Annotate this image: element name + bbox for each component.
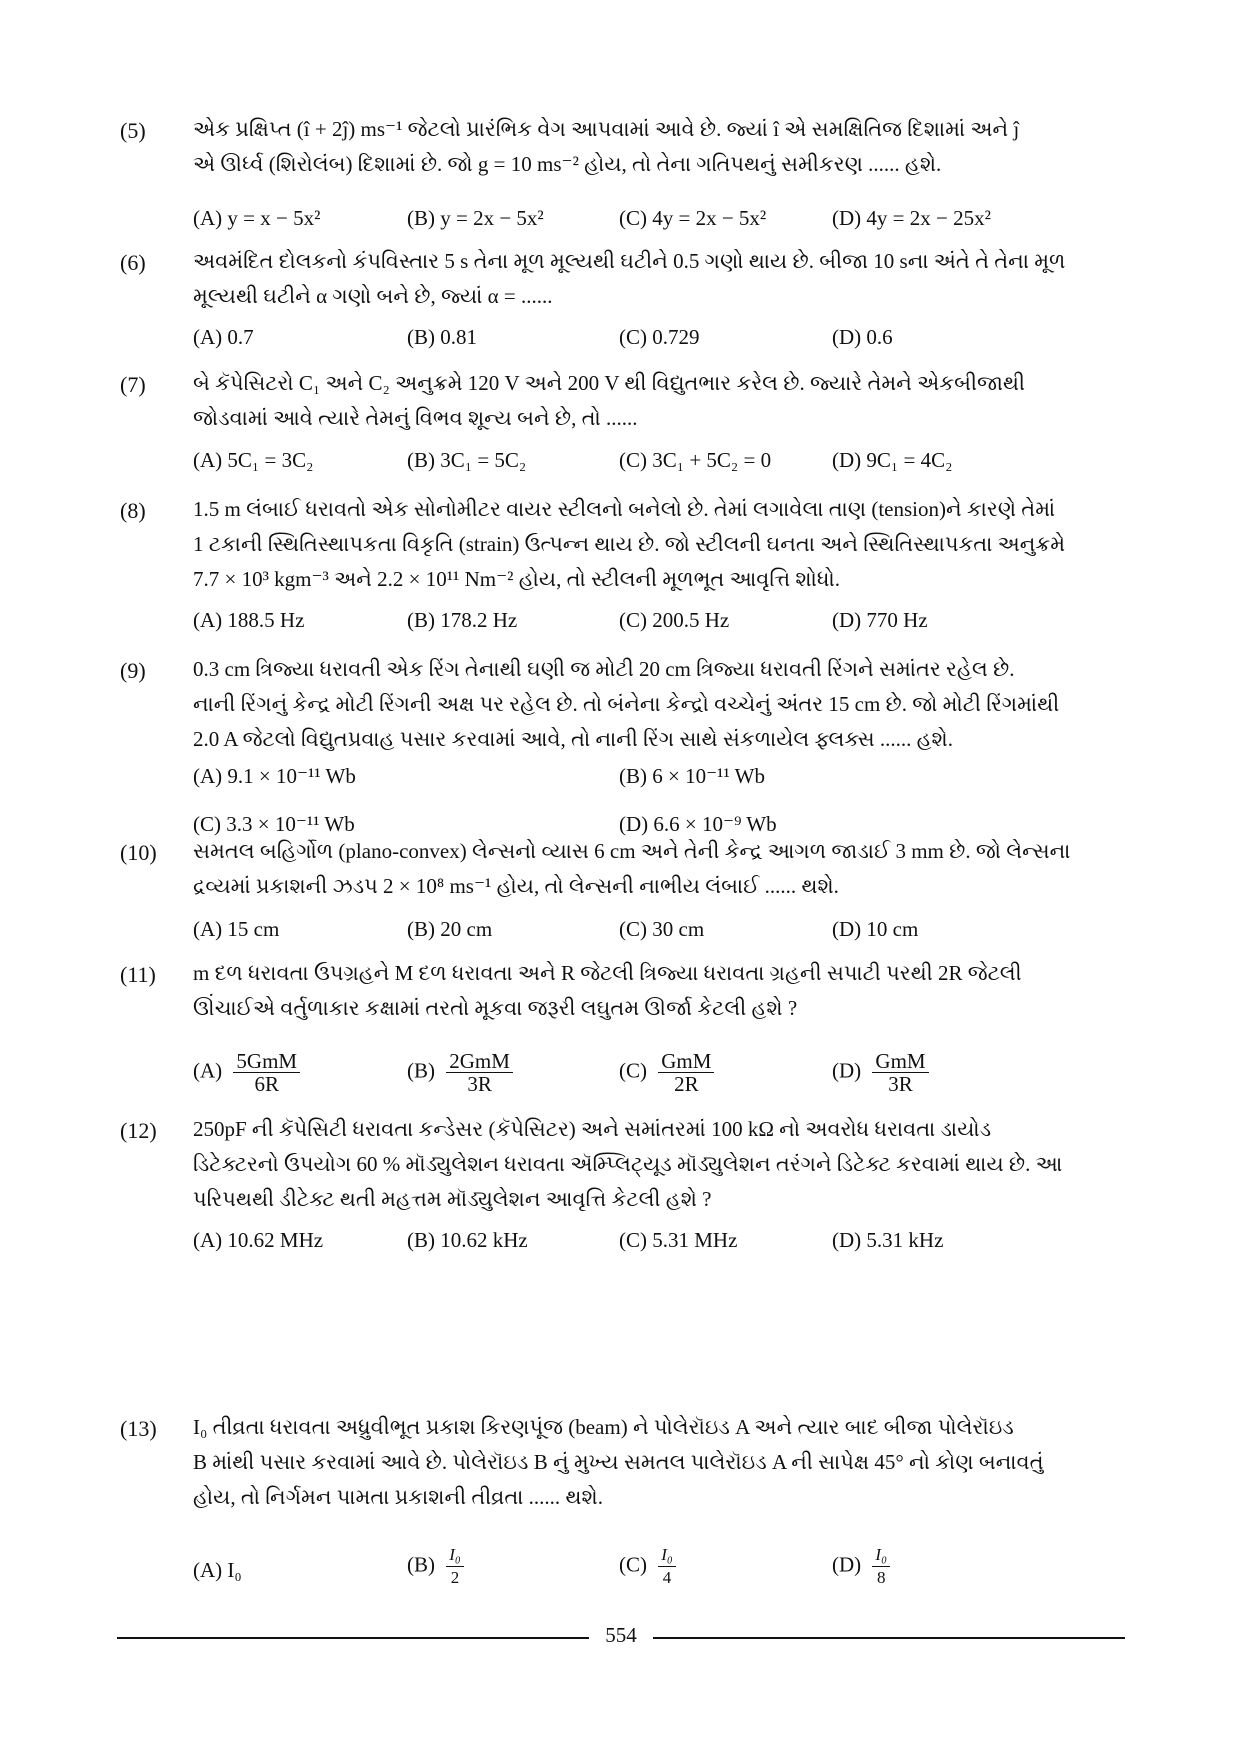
denominator: 6R <box>254 1072 279 1096</box>
option-d[interactable]: (D) 6.6 × 10⁻⁹ Wb <box>619 812 777 836</box>
option-c[interactable]: (C) 200.5 Hz <box>619 608 730 632</box>
option-b[interactable]: (B) 3C₁ = 5C₂ <box>407 448 527 472</box>
question-text <box>193 492 1128 597</box>
question-number: (12) <box>120 1118 157 1143</box>
question-line: સમતલ બહિર્ગોળ (plano-convex) લેન્સનો વ્યાસ 6 cm અને તેની કેન્દ્ર આગળ જાડાઈ 3 mm છે. જો લેન્સના <box>193 839 1071 863</box>
denominator: 3R <box>888 1072 913 1096</box>
question-line: 7.7 × 10³ kgm⁻³ અને 2.2 × 10¹¹ Nm⁻² હોય, તો સ્ટીલની મૂળભૂત આવૃત્તિ શોધો. <box>193 567 840 591</box>
question-line: અવમંદિત દોલકનો કંપવિસ્તાર 5 s તેના મૂળ મૂલ્યથી ઘટીને 0.5 ગણો થાય છે. બીજા 10 sના અંતે તે તેના મૂળ <box>193 249 1066 273</box>
question-line: I₀ તીવ્રતા ધરાવતા અધ્રુવીભૂત પ્રકાશ કિરણપૂંજ (beam) ને પોલેરૉઇડ A અને ત્યાર બાદ બીજા પોલેરૉઇડ <box>193 1415 1014 1439</box>
option-b[interactable]: (B) 20 cm <box>407 917 493 941</box>
question-number: (8) <box>120 498 146 523</box>
question-number: (10) <box>120 840 157 865</box>
question-line: દ્રવ્યમાં પ્રકાશની ઝડપ 2 × 10⁸ ms⁻¹ હોય, તો લેન્સની નાભીય લંબાઈ ...... થશે. <box>193 874 839 898</box>
option-label: (D) <box>832 1552 862 1577</box>
option-d[interactable]: (D) 770 Hz <box>832 608 928 632</box>
question-text <box>193 112 1128 182</box>
question-line: ડિટેક્ટરનો ઉપયોગ 60 % મૉડ્યુલેશન ધરાવતા ઍમ્પ્લિટ્યૂડ મૉડ્યુલેશન તરંગને ડિટેક્ટ કરવામાં થાય છે. આ <box>193 1152 1063 1176</box>
question-number: (7) <box>120 372 146 397</box>
option-a[interactable]: (A) 0.7 <box>193 325 254 349</box>
option-a[interactable]: (A) 9.1 × 10⁻¹¹ Wb <box>193 764 356 788</box>
question-line: એક પ્રક્ષિપ્ત (î + 2ĵ) ms⁻¹ જેટલો પ્રારંભિક વેગ આપવામાં આવે છે. જ્યાં î એ સમક્ષિતિજ દિશામાં અને ĵ <box>193 117 1020 141</box>
question-text <box>193 1410 1128 1515</box>
option-label: (C) <box>619 1058 647 1083</box>
option-label: (B) <box>407 1552 435 1577</box>
question-text <box>193 244 1128 314</box>
question-text <box>193 652 1128 757</box>
numerator: I₀ <box>446 1544 464 1567</box>
option-b[interactable] <box>407 1050 513 1095</box>
question-line: એ ઊર્ધ્વ (શિરોલંબ) દિશામાં છે. જો g = 10 ms⁻² હોય, તો તેના ગતિપથનું સમીકરણ ...... હશે. <box>193 152 942 176</box>
fraction <box>658 1544 676 1589</box>
numerator: I₀ <box>658 1544 676 1567</box>
option-c[interactable]: (C) 4y = 2x − 5x² <box>619 206 767 230</box>
option-c[interactable] <box>619 1050 714 1095</box>
denominator: 3R <box>467 1072 492 1096</box>
option-c[interactable]: (C) 3.3 × 10⁻¹¹ Wb <box>193 812 355 836</box>
question-line: 1.5 m લંબાઈ ધરાવતો એક સોનોમીટર વાયર સ્ટીલનો બનેલો છે. તેમાં લગાવેલા તાણ (tension)ને કારણે તેમાં <box>193 497 1056 521</box>
option-b[interactable]: (B) y = 2x − 5x² <box>407 206 544 230</box>
question-line: મૂલ્યથી ઘટીને α ગણો બને છે, જ્યાં α = ...... <box>193 284 553 308</box>
question-line: પરિપથથી ડીટેક્ટ થતી મહત્તમ મૉડ્યુલેશન આવૃત્તિ કેટલી હશે ? <box>193 1187 712 1211</box>
option-label: (A) <box>193 1058 223 1083</box>
denominator: 2R <box>674 1072 699 1096</box>
fraction <box>446 1544 464 1589</box>
fraction <box>872 1050 928 1095</box>
question-number: (5) <box>120 118 146 143</box>
option-c[interactable]: (C) 0.729 <box>619 325 700 349</box>
option-a[interactable]: (A) 188.5 Hz <box>193 608 305 632</box>
question-text <box>193 834 1128 904</box>
numerator: 5GmM <box>233 1050 300 1073</box>
question-text <box>193 956 1128 1026</box>
option-d[interactable]: (D) 5.31 kHz <box>832 1228 944 1252</box>
question-line: જોડવામાં આવે ત્યારે તેમનું વિભવ શૂન્ય બને છે, તો ...... <box>193 406 638 430</box>
question-line: નાની રિંગનું કેન્દ્ર મોટી રિંગની અક્ષ પર રહેલ છે. તો બંનેના કેન્દ્રો વચ્ચેનું અંતર 15 cm છે. જો મોટી રિંગમાંથી <box>193 692 1060 716</box>
option-label: (C) <box>619 1552 647 1577</box>
numerator: I₀ <box>872 1544 890 1567</box>
question-number: (9) <box>120 658 146 683</box>
question-number: (11) <box>120 962 156 987</box>
option-d[interactable] <box>832 1050 929 1095</box>
question-text <box>193 1112 1128 1217</box>
question-number: (6) <box>120 250 146 275</box>
option-b[interactable]: (B) 178.2 Hz <box>407 608 518 632</box>
question-line: 2.0 A જેટલો વિદ્યુતપ્રવાહ પસાર કરવામાં આવે, તો નાની રિંગ સાથે સંકળાયેલ ફ્લક્સ ...... હશે. <box>193 727 953 751</box>
option-b[interactable]: (B) 6 × 10⁻¹¹ Wb <box>619 764 765 788</box>
option-c[interactable] <box>619 1544 676 1589</box>
numerator: GmM <box>658 1050 714 1073</box>
option-a[interactable] <box>193 1558 242 1583</box>
option-a[interactable]: (A) 10.62 MHz <box>193 1228 324 1252</box>
option-d[interactable]: (D) 4y = 2x − 25x² <box>832 206 991 230</box>
question-line: 0.3 cm ત્રિજ્યા ધરાવતી એક રિંગ તેનાથી ઘણી જ મોટી 20 cm ત્રિજ્યા ધરાવતી રિંગને સમાંતર રહેલ છે. <box>193 657 1015 681</box>
question-line: ઊંચાઈએ વર્તુળાકાર કક્ષામાં તરતો મૂકવા જરૂરી લઘુતમ ઊર્જા કેટલી હશે ? <box>193 996 798 1020</box>
option-d[interactable]: (D) 0.6 <box>832 325 893 349</box>
denominator: 2 <box>450 1568 460 1587</box>
question-line: હોય, તો નિર્ગમન પામતા પ્રકાશની તીવ્રતા ...... થશે. <box>193 1485 603 1509</box>
option-d[interactable] <box>832 1544 890 1589</box>
fraction <box>233 1050 300 1095</box>
option-b[interactable]: (B) 0.81 <box>407 325 477 349</box>
option-c[interactable]: (C) 5.31 MHz <box>619 1228 738 1252</box>
page-footer <box>117 1623 1125 1653</box>
option-c[interactable]: (C) 3C₁ + 5C₂ = 0 <box>619 448 772 472</box>
option-label: (D) <box>832 1058 862 1083</box>
option-a[interactable] <box>193 1050 300 1095</box>
option-label: (B) <box>407 1058 435 1083</box>
question-number: (13) <box>120 1416 157 1441</box>
denominator: 4 <box>662 1568 672 1587</box>
fraction <box>446 1050 513 1095</box>
option-b[interactable] <box>407 1544 464 1589</box>
option-b[interactable]: (B) 10.62 kHz <box>407 1228 528 1252</box>
option-a[interactable]: (A) 15 cm <box>193 917 280 941</box>
question-line: 250pF ની કૅપેસિટી ધરાવતા કન્ડેસર (કૅપેસિટર) અને સમાંતરમાં 100 kΩ નો અવરોધ ધરાવતા ડાયોડ <box>193 1117 992 1141</box>
numerator: GmM <box>872 1050 928 1073</box>
question-text <box>193 366 1128 436</box>
footer-rule-right <box>653 1637 1125 1639</box>
option-label: (A) I₀ <box>193 1558 242 1582</box>
numerator: 2GmM <box>446 1050 513 1073</box>
option-a[interactable]: (A) y = x − 5x² <box>193 206 321 230</box>
option-c[interactable]: (C) 30 cm <box>619 917 705 941</box>
question-line: 1 ટકાની સ્થિતિસ્થાપકતા વિકૃતિ (strain) ઉત્પન્ન થાય છે. જો સ્ટીલની ઘનતા અને સ્થિતિસ્થાપકતા અનુક્રમે <box>193 532 1066 556</box>
page-number: 554 <box>605 1623 637 1647</box>
question-line: બે કૅપેસિટરો C₁ અને C₂ અનુક્રમે 120 V અને 200 V થી વિદ્યુતભાર કરેલ છે. જ્યારે તેમને એકબીજાથી <box>193 371 1026 395</box>
option-d[interactable]: (D) 10 cm <box>832 917 919 941</box>
denominator: 8 <box>876 1568 886 1587</box>
question-line: m દળ ધરાવતા ઉપગ્રહને M દળ ધરાવતા અને R જેટલી ત્રિજ્યા ધરાવતા ગ્રહની સપાટી પરથી 2R જેટલી <box>193 961 1022 985</box>
fraction <box>872 1544 890 1589</box>
fraction <box>658 1050 714 1095</box>
question-line: B માંથી પસાર કરવામાં આવે છે. પોલેરૉઇડ B નું મુખ્ય સમતલ પાલેરૉઇડ A ની સાપેક્ષ 45° નો કોણ બનાવતું <box>193 1450 1044 1474</box>
option-a[interactable]: (A) 5C₁ = 3C₂ <box>193 448 314 472</box>
option-d[interactable]: (D) 9C₁ = 4C₂ <box>832 448 953 472</box>
